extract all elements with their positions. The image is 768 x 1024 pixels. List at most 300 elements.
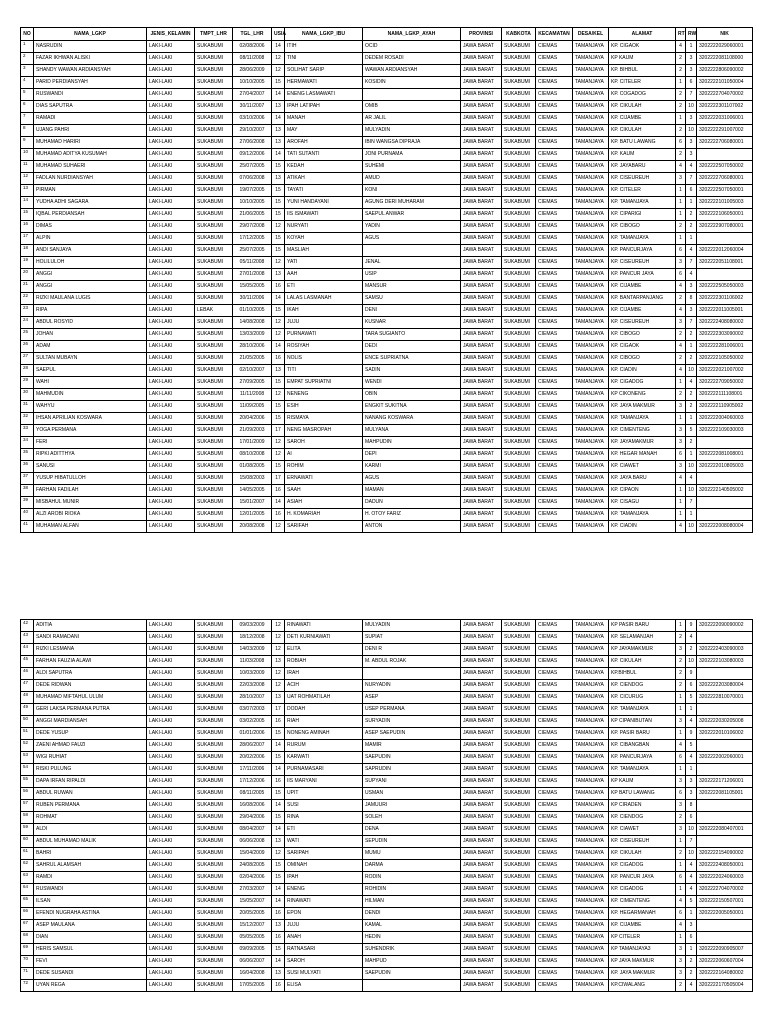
cell-nama-ibu: NOLIS	[285, 353, 363, 365]
cell-kecamatan: CIEMAS	[536, 161, 573, 173]
cell-kabkota: SUKABUMI	[502, 449, 536, 461]
cell-rw: 7	[686, 257, 697, 269]
cell-nik: 3202222281006001	[697, 341, 753, 353]
cell-kecamatan: CIEMAS	[536, 668, 573, 680]
cell-alamat: KP.BIHBUL	[609, 668, 676, 680]
cell-kabkota: SUKABUMI	[502, 908, 536, 920]
cell-no: 40	[21, 509, 34, 521]
cell-nik	[697, 509, 753, 521]
cell-nik: 3202222081008001	[697, 449, 753, 461]
cell-kecamatan: CIEMAS	[536, 620, 573, 632]
cell-no: 32	[21, 413, 34, 425]
cell-nama-ibu: UPIT	[285, 788, 363, 800]
cell-desa-kel: TAMANJAYA	[573, 716, 609, 728]
cell-no: 17	[21, 233, 34, 245]
cell-rw: 3	[686, 788, 697, 800]
cell-provinsi: JAWA BARAT	[461, 497, 502, 509]
cell-no: 22	[21, 293, 34, 305]
cell-desa-kel: TAMANJAYA	[573, 209, 609, 221]
cell-alamat: KP TAMANJAYA3	[609, 944, 676, 956]
cell-tmpt-lhr: SUKABUMI	[195, 173, 233, 185]
cell-nik	[697, 632, 753, 644]
cell-nama-ayah: SUPYANI	[363, 776, 461, 788]
cell-nama-ayah: H. OTOY FARIZ	[363, 509, 461, 521]
cell-nik: 3202222081105001	[697, 788, 753, 800]
cell-kabkota: SUKABUMI	[502, 848, 536, 860]
cell-nama-ibu: IKAH	[285, 305, 363, 317]
cell-nik: 3202222109030003	[697, 425, 753, 437]
cell-nik	[697, 668, 753, 680]
cell-alamat: KP. TAMANJAYA	[609, 704, 676, 716]
cell-kecamatan: CIEMAS	[536, 824, 573, 836]
cell-nik: 3202222029060001	[697, 41, 753, 53]
cell-tmpt-lhr: SUKABUMI	[195, 632, 233, 644]
cell-rw: 1	[686, 764, 697, 776]
data-table-1	[20, 27, 753, 533]
cell-nama-ibu: ROBIAH	[285, 656, 363, 668]
cell-rt: 2	[676, 101, 686, 113]
cell-rt: 3	[676, 425, 686, 437]
cell-no: 30	[21, 389, 34, 401]
cell-tmpt-lhr: SUKABUMI	[195, 65, 233, 77]
cell-nama: RIPKI ADITTHYA	[34, 449, 147, 461]
cell-nama-ayah: KARMI	[363, 461, 461, 473]
cell-provinsi: JAWA BARAT	[461, 269, 502, 281]
cell-kabkota: SUKABUMI	[502, 644, 536, 656]
table-row	[21, 956, 753, 968]
cell-alamat: KP BATU LAWANG	[609, 788, 676, 800]
cell-rw: 2	[686, 353, 697, 365]
cell-nama-ibu: ITIH	[285, 41, 363, 53]
table-row	[21, 521, 753, 533]
cell-rt: 1	[676, 884, 686, 896]
cell-desa-kel: TAMANJAYA	[573, 353, 609, 365]
cell-kecamatan: CIEMAS	[536, 317, 573, 329]
cell-kecamatan: CIEMAS	[536, 521, 573, 533]
cell-alamat: KP. TAMANJAYA	[609, 413, 676, 425]
cell-tmpt-lhr: SUKABUMI	[195, 317, 233, 329]
column-header-no: NO	[21, 28, 34, 41]
cell-nama-ibu: UAT ROHMATILAH	[285, 692, 363, 704]
cell-no: 18	[21, 245, 34, 257]
column-header-usia: USIA	[272, 28, 285, 41]
cell-nama: FERI	[34, 437, 147, 449]
cell-provinsi: JAWA BARAT	[461, 125, 502, 137]
cell-rt: 2	[676, 125, 686, 137]
cell-no: 11	[21, 161, 34, 173]
cell-jenis-kelamin: LAKI-LAKI	[147, 956, 195, 968]
table-row	[21, 257, 753, 269]
cell-nama-ayah: OCID	[363, 41, 461, 53]
cell-nama: EFENDI NUGRAHA ASTINA	[34, 908, 147, 920]
cell-kecamatan: CIEMAS	[536, 89, 573, 101]
cell-jenis-kelamin: LAKI-LAKI	[147, 173, 195, 185]
cell-no: 34	[21, 437, 34, 449]
cell-nama: PARID PERDIANSYAH	[34, 77, 147, 89]
cell-alamat: KP. CIADIN	[609, 521, 676, 533]
cell-tmpt-lhr: SUKABUMI	[195, 221, 233, 233]
cell-nama-ibu: SUSI MULYATI	[285, 968, 363, 980]
table-row	[21, 437, 753, 449]
table-row	[21, 329, 753, 341]
cell-tmpt-lhr: SUKABUMI	[195, 752, 233, 764]
cell-kabkota: SUKABUMI	[502, 437, 536, 449]
table-row	[21, 161, 753, 173]
cell-jenis-kelamin: LAKI-LAKI	[147, 461, 195, 473]
cell-tgl-lhr: 25/07/2005	[233, 245, 272, 257]
cell-nama-ayah: SAEPUL ANWAR	[363, 209, 461, 221]
cell-tgl-lhr: 20/02/2006	[233, 752, 272, 764]
cell-usia: 14	[272, 497, 285, 509]
cell-rt: 2	[676, 980, 686, 992]
cell-no: 49	[21, 704, 34, 716]
cell-tgl-lhr: 29/04/2006	[233, 812, 272, 824]
cell-tgl-lhr: 30/11/2007	[233, 101, 272, 113]
cell-provinsi: JAWA BARAT	[461, 968, 502, 980]
cell-nama: UJANG PAHRI	[34, 125, 147, 137]
cell-kabkota: SUKABUMI	[502, 656, 536, 668]
cell-jenis-kelamin: LAKI-LAKI	[147, 293, 195, 305]
table-row	[21, 716, 753, 728]
cell-tmpt-lhr: SUKABUMI	[195, 812, 233, 824]
cell-nik: 3202222303090002	[697, 329, 753, 341]
table-row	[21, 353, 753, 365]
cell-alamat: KP. TAMANJAYA	[609, 509, 676, 521]
cell-rw: 3	[686, 776, 697, 788]
cell-nama-ibu: LALAS LASMANAH	[285, 293, 363, 305]
cell-alamat: KP. JAYAMAKMUR	[609, 437, 676, 449]
cell-alamat: KP. JAYA MAKMUR	[609, 401, 676, 413]
cell-provinsi: JAWA BARAT	[461, 920, 502, 932]
cell-rw: 10	[686, 656, 697, 668]
cell-nama: MUHAMAD ADITYA KUSUMAH	[34, 149, 147, 161]
cell-desa-kel: TAMANJAYA	[573, 656, 609, 668]
cell-nama-ibu: AAH	[285, 269, 363, 281]
cell-nama-ibu: ASIAH	[285, 497, 363, 509]
cell-nama-ibu: IPAH	[285, 872, 363, 884]
cell-tgl-lhr: 13/03/2009	[233, 329, 272, 341]
cell-kabkota: SUKABUMI	[502, 329, 536, 341]
cell-nik: 3202222060607004	[697, 956, 753, 968]
cell-nik: 3202222150507001	[697, 896, 753, 908]
cell-usia: 16	[272, 908, 285, 920]
cell-no: 28	[21, 365, 34, 377]
cell-rw: 3	[686, 53, 697, 65]
cell-tmpt-lhr: SUKABUMI	[195, 884, 233, 896]
cell-rt: 1	[676, 860, 686, 872]
cell-kabkota: SUKABUMI	[502, 113, 536, 125]
cell-rt: 6	[676, 908, 686, 920]
cell-kecamatan: CIEMAS	[536, 740, 573, 752]
cell-nama: MAHMUDIN	[34, 389, 147, 401]
table-row	[21, 704, 753, 716]
cell-tgl-lhr: 27/03/2007	[233, 884, 272, 896]
cell-nama-ibu: AI	[285, 449, 363, 461]
cell-alamat: KP. CICURUG	[609, 692, 676, 704]
cell-kabkota: SUKABUMI	[502, 341, 536, 353]
cell-nama-ibu: NURYATI	[285, 221, 363, 233]
cell-kecamatan: CIEMAS	[536, 776, 573, 788]
cell-tmpt-lhr: SUKABUMI	[195, 209, 233, 221]
cell-desa-kel: TAMANJAYA	[573, 389, 609, 401]
cell-jenis-kelamin: LAKI-LAKI	[147, 65, 195, 77]
cell-tgl-lhr: 27/09/2005	[233, 377, 272, 389]
cell-nama: RIPA	[34, 305, 147, 317]
cell-rt: 3	[676, 824, 686, 836]
cell-rw: 4	[686, 752, 697, 764]
cell-nik: 3202222024060003	[697, 872, 753, 884]
cell-provinsi: JAWA BARAT	[461, 377, 502, 389]
cell-kabkota: SUKABUMI	[502, 257, 536, 269]
cell-kabkota: SUKABUMI	[502, 41, 536, 53]
cell-rw: 4	[686, 161, 697, 173]
cell-rw: 5	[686, 740, 697, 752]
cell-provinsi: JAWA BARAT	[461, 197, 502, 209]
cell-nama-ayah: SAEPUDIN	[363, 752, 461, 764]
cell-tgl-lhr: 27/04/2007	[233, 89, 272, 101]
cell-provinsi: JAWA BARAT	[461, 788, 502, 800]
cell-tgl-lhr: 27/01/2008	[233, 269, 272, 281]
cell-jenis-kelamin: LAKI-LAKI	[147, 497, 195, 509]
cell-rt: 1	[676, 692, 686, 704]
cell-desa-kel: TAMANJAYA	[573, 509, 609, 521]
cell-tgl-lhr: 10/10/2005	[233, 77, 272, 89]
cell-kecamatan: CIEMAS	[536, 908, 573, 920]
cell-kabkota: SUKABUMI	[502, 920, 536, 932]
cell-usia: 15	[272, 233, 285, 245]
cell-nama-ibu: RISMAYA	[285, 413, 363, 425]
cell-tgl-lhr: 29/07/2008	[233, 221, 272, 233]
cell-nama: UYAN REGA	[34, 980, 147, 992]
cell-kabkota: SUKABUMI	[502, 173, 536, 185]
cell-no: 19	[21, 257, 34, 269]
cell-rt: 2	[676, 389, 686, 401]
cell-rt: 4	[676, 281, 686, 293]
cell-alamat: KP. CISAGU	[609, 497, 676, 509]
cell-rw: 2	[686, 644, 697, 656]
cell-usia: 17	[272, 704, 285, 716]
cell-nik	[697, 812, 753, 824]
cell-kabkota: SUKABUMI	[502, 680, 536, 692]
cell-nik: 3202222507050002	[697, 161, 753, 173]
table-row	[21, 305, 753, 317]
cell-nama-ayah: USMAN	[363, 788, 461, 800]
cell-tmpt-lhr: SUKABUMI	[195, 509, 233, 521]
cell-tmpt-lhr: SUKABUMI	[195, 101, 233, 113]
cell-no: 37	[21, 473, 34, 485]
cell-rw: 2	[686, 956, 697, 968]
cell-nama-ibu: TITI	[285, 365, 363, 377]
cell-rw: 8	[686, 800, 697, 812]
header-row	[21, 28, 753, 41]
cell-jenis-kelamin: LAKI-LAKI	[147, 317, 195, 329]
cell-tmpt-lhr: SUKABUMI	[195, 449, 233, 461]
cell-kecamatan: CIEMAS	[536, 113, 573, 125]
cell-no: 64	[21, 884, 34, 896]
cell-tgl-lhr: 06/06/2008	[233, 836, 272, 848]
cell-nama-ayah: KAMAL	[363, 920, 461, 932]
cell-rt: 1	[676, 620, 686, 632]
cell-desa-kel: TAMANJAYA	[573, 41, 609, 53]
table-row	[21, 485, 753, 497]
cell-tgl-lhr: 15/12/2007	[233, 920, 272, 932]
cell-no: 43	[21, 632, 34, 644]
cell-rw: 9	[686, 620, 697, 632]
cell-kecamatan: CIEMAS	[536, 644, 573, 656]
cell-tgl-lhr: 14/05/2005	[233, 485, 272, 497]
cell-nama: FEVI	[34, 956, 147, 968]
cell-nama-ayah: JONI PURNAMA	[363, 149, 461, 161]
cell-alamat: KP. CIKULAH	[609, 656, 676, 668]
cell-tmpt-lhr: SUKABUMI	[195, 968, 233, 980]
cell-rt: 4	[676, 473, 686, 485]
cell-rt: 2	[676, 53, 686, 65]
cell-rt: 2	[676, 221, 686, 233]
cell-provinsi: JAWA BARAT	[461, 884, 502, 896]
cell-alamat: KP. CIPARIGI	[609, 209, 676, 221]
cell-usia: 12	[272, 257, 285, 269]
cell-provinsi: JAWA BARAT	[461, 896, 502, 908]
cell-nama-ibu: H. KOMARIAH	[285, 509, 363, 521]
cell-provinsi: JAWA BARAT	[461, 632, 502, 644]
cell-nik: 3202222008080004	[697, 521, 753, 533]
cell-rw: 4	[686, 245, 697, 257]
table-row	[21, 860, 753, 872]
cell-rw: 6	[686, 680, 697, 692]
cell-provinsi: JAWA BARAT	[461, 329, 502, 341]
cell-nama: ALPIN	[34, 233, 147, 245]
cell-rw: 2	[686, 221, 697, 233]
cell-kabkota: SUKABUMI	[502, 281, 536, 293]
cell-rw: 7	[686, 89, 697, 101]
cell-nik: 3202222706080001	[697, 173, 753, 185]
table-row	[21, 449, 753, 461]
cell-tgl-lhr: 09/12/2006	[233, 149, 272, 161]
cell-jenis-kelamin: LAKI-LAKI	[147, 365, 195, 377]
table-row	[21, 137, 753, 149]
cell-alamat: KP. CIAWET	[609, 824, 676, 836]
cell-rw: 1	[686, 233, 697, 245]
cell-jenis-kelamin: LAKI-LAKI	[147, 449, 195, 461]
cell-no: 21	[21, 281, 34, 293]
cell-tmpt-lhr: SUKABUMI	[195, 680, 233, 692]
cell-provinsi: JAWA BARAT	[461, 161, 502, 173]
cell-kabkota: SUKABUMI	[502, 896, 536, 908]
cell-nama-ayah: ENGKIT SUKITNA	[363, 401, 461, 413]
cell-rt: 2	[676, 293, 686, 305]
cell-tgl-lhr: 29/10/2007	[233, 125, 272, 137]
cell-no: 54	[21, 764, 34, 776]
cell-kabkota: SUKABUMI	[502, 716, 536, 728]
cell-provinsi: JAWA BARAT	[461, 437, 502, 449]
cell-rt: 3	[676, 644, 686, 656]
cell-kabkota: SUKABUMI	[502, 125, 536, 137]
cell-provinsi: JAWA BARAT	[461, 257, 502, 269]
cell-desa-kel: TAMANJAYA	[573, 680, 609, 692]
cell-tmpt-lhr: SUKABUMI	[195, 728, 233, 740]
cell-alamat: KP. CISEUREUH	[609, 836, 676, 848]
cell-nama: ILSAN	[34, 896, 147, 908]
cell-tmpt-lhr: SUKABUMI	[195, 836, 233, 848]
cell-jenis-kelamin: LAKI-LAKI	[147, 620, 195, 632]
cell-nama-ayah: MAMAN	[363, 485, 461, 497]
cell-no: 59	[21, 824, 34, 836]
cell-nama-ayah: DENI	[363, 305, 461, 317]
cell-desa-kel: TAMANJAYA	[573, 920, 609, 932]
cell-alamat: KP. CIGADOG	[609, 377, 676, 389]
cell-tmpt-lhr: SUKABUMI	[195, 497, 233, 509]
cell-nama-ibu: NENENG	[285, 389, 363, 401]
cell-alamat: KP. CIAWET	[609, 461, 676, 473]
cell-provinsi: JAWA BARAT	[461, 281, 502, 293]
cell-kecamatan: CIEMAS	[536, 800, 573, 812]
cell-provinsi: JAWA BARAT	[461, 317, 502, 329]
cell-tgl-lhr: 01/08/2005	[233, 461, 272, 473]
cell-tgl-lhr: 22/03/2008	[233, 680, 272, 692]
cell-tmpt-lhr: SUKABUMI	[195, 377, 233, 389]
cell-tgl-lhr: 01/01/2006	[233, 728, 272, 740]
cell-no: 47	[21, 680, 34, 692]
cell-rt: 3	[676, 173, 686, 185]
table-row	[21, 692, 753, 704]
cell-rw: 5	[686, 896, 697, 908]
cell-kabkota: SUKABUMI	[502, 668, 536, 680]
cell-desa-kel: TAMANJAYA	[573, 77, 609, 89]
cell-nama: SULTAN MUBAYN	[34, 353, 147, 365]
cell-no: 41	[21, 521, 34, 533]
cell-nama-ibu: MAY	[285, 125, 363, 137]
cell-rw: 10	[686, 461, 697, 473]
cell-nik	[697, 740, 753, 752]
cell-rw: 2	[686, 968, 697, 980]
cell-jenis-kelamin: LAKI-LAKI	[147, 716, 195, 728]
cell-nama-ibu: PURNAMASARI	[285, 764, 363, 776]
cell-kabkota: SUKABUMI	[502, 197, 536, 209]
cell-rw: 1	[686, 41, 697, 53]
cell-kecamatan: CIEMAS	[536, 329, 573, 341]
cell-tgl-lhr: 11/03/2008	[233, 656, 272, 668]
cell-provinsi: JAWA BARAT	[461, 872, 502, 884]
cell-alamat: KP.CIWALANG	[609, 980, 676, 992]
cell-kabkota: SUKABUMI	[502, 836, 536, 848]
cell-nama-ibu: ENENG LASMAWATI	[285, 89, 363, 101]
cell-nama: DEDE RIDWAN	[34, 680, 147, 692]
cell-desa-kel: TAMANJAYA	[573, 632, 609, 644]
cell-jenis-kelamin: LAKI-LAKI	[147, 413, 195, 425]
cell-usia: 13	[272, 269, 285, 281]
table-row	[21, 293, 753, 305]
cell-rt: 1	[676, 764, 686, 776]
cell-tmpt-lhr: SUKABUMI	[195, 113, 233, 125]
cell-desa-kel: TAMANJAYA	[573, 872, 609, 884]
cell-nama-ibu: SAROH	[285, 437, 363, 449]
cell-kabkota: SUKABUMI	[502, 692, 536, 704]
cell-jenis-kelamin: LAKI-LAKI	[147, 437, 195, 449]
cell-provinsi: JAWA BARAT	[461, 149, 502, 161]
cell-nama-ayah: SAEPUDIN	[363, 968, 461, 980]
cell-nik: 3202222010805003	[697, 461, 753, 473]
cell-kecamatan: CIEMAS	[536, 932, 573, 944]
cell-desa-kel: TAMANJAYA	[573, 293, 609, 305]
table-row	[21, 908, 753, 920]
cell-nik	[697, 704, 753, 716]
cell-tmpt-lhr: SUKABUMI	[195, 620, 233, 632]
cell-nama-ibu: IPAH LATIPAH	[285, 101, 363, 113]
cell-jenis-kelamin: LAKI-LAKI	[147, 704, 195, 716]
cell-desa-kel: TAMANJAYA	[573, 401, 609, 413]
cell-nama-ayah: AMUD	[363, 173, 461, 185]
cell-nama: DAPA IRFAN RIPALDI	[34, 776, 147, 788]
